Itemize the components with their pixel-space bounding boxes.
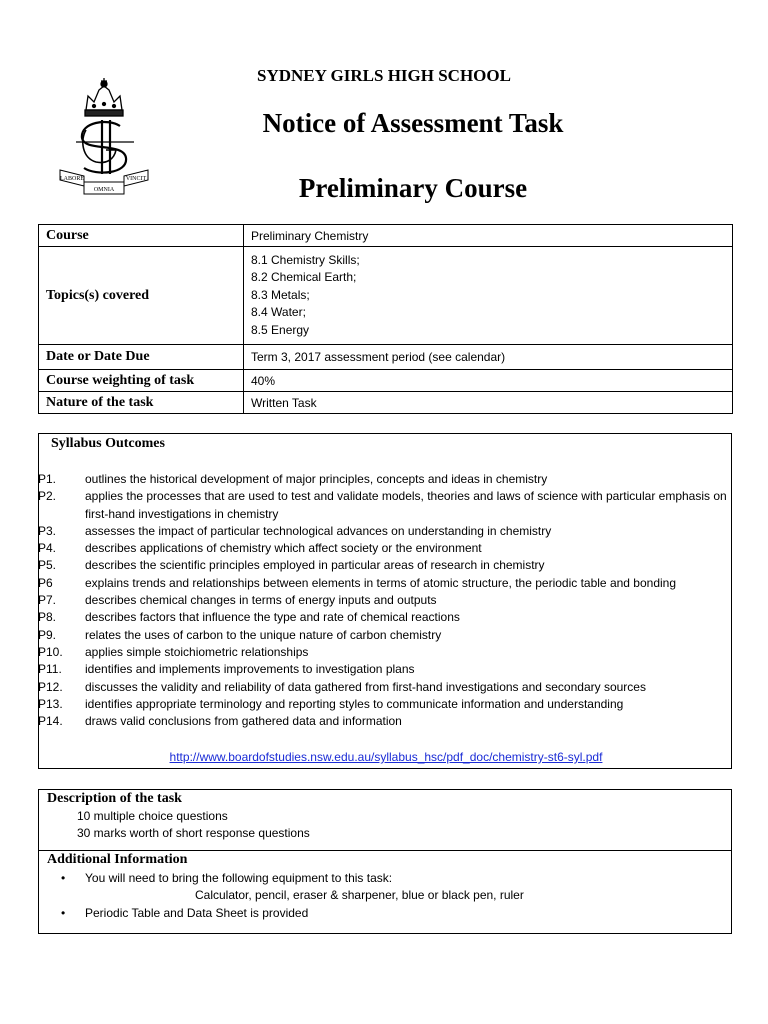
course-value: Preliminary Chemistry [244,225,733,247]
page-title: Notice of Assessment Task [262,108,564,138]
outcome-code: P10. [38,644,63,659]
outcome-text: identifies appropriate terminology and reporting styles to communicate information and understanding [85,696,624,711]
outcome-code: P11. [38,662,62,677]
section-divider [39,850,731,851]
outcome-code: P6 [38,575,53,590]
list-item [39,627,733,644]
outcome-code: P14. [38,714,63,729]
date-due-label: Date or Date Due [39,345,244,370]
topic-item: 8.2 Chemical Earth; [251,270,357,285]
description-line: 10 multiple choice questions [77,809,228,823]
list-item [39,540,733,557]
description-line: 30 marks worth of short response questions [77,826,310,840]
outcome-code: P13. [38,696,63,711]
outcome-text: draws valid conclusions from gathered data and information [85,714,402,729]
outcomes-list [39,471,733,730]
outcome-code: P1. [38,472,57,486]
task-description-box [38,789,732,934]
bullet-icon: • [61,906,66,920]
list-item [39,661,733,678]
list-item [39,609,733,626]
course-label: Course [39,225,244,247]
list-item [39,592,733,609]
outcome-text: identifies and implements improvements to investigation plans [85,662,415,677]
table-row [39,392,733,414]
outcome-text: describes chemical changes in terms of energy inputs and outputs [85,593,437,608]
description-title: Description of the task [47,791,182,806]
outcome-code: P8. [38,610,57,625]
weighting-label: Course weighting of task [39,370,244,392]
list-item [39,523,733,540]
bullet-icon: • [61,871,66,885]
outcome-text: discusses the validity and reliability of data gathered from first-hand investigations and secondary sources [85,679,646,694]
crest-motto-bottom: OMNIA [93,187,115,193]
outcome-text: outlines the historical development of major principles, concepts and ideas in chemistry [85,472,548,486]
topics-value [244,247,733,345]
list-item [39,696,733,713]
topic-item: 8.1 Chemistry Skills; [251,252,360,267]
outcome-code: P9. [38,627,57,642]
outcome-code: P3. [38,523,57,538]
table-row [39,345,733,370]
school-name: SYDNEY GIRLS HIGH SCHOOL [257,66,511,85]
outcome-code: P7. [38,593,57,608]
topics-label: Topics(s) covered [39,247,244,345]
outcome-text: relates the uses of carbon to the unique nature of carbon chemistry [85,627,442,642]
outcome-text: describes applications of chemistry which affect society or the environment [85,541,482,556]
outcome-code: P5. [38,558,57,573]
weighting-value: 40% [244,370,733,392]
outcome-text: assesses the impact of particular technological advances on understanding in chemistry [85,523,552,538]
outcome-text: describes the scientific principles employed in particular areas of research in chemistry [85,558,545,573]
nature-value: Written Task [244,392,733,414]
list-item [39,471,733,488]
topic-item: 8.3 Metals; [251,287,310,302]
topic-item: 8.5 Energy [251,322,310,337]
outcome-code: P4. [38,541,57,556]
table-row [39,225,733,247]
list-item [39,488,733,523]
outcome-code: P12. [38,679,63,694]
list-item [39,679,733,696]
outcome-code: P2. [38,489,57,504]
syllabus-link[interactable]: http://www.boardofstudies.nsw.edu.au/syllabus_hsc/pdf_doc/chemistry-st6-syl.pdf [169,750,603,764]
list-item [39,575,733,592]
syllabus-outcomes-box [38,433,732,769]
outcome-text: applies simple stoichiometric relationships [85,644,309,659]
additional-info-title: Additional Information [47,852,188,867]
equipment-list: Calculator, pencil, eraser & sharpener, blue or black pen, ruler [195,888,524,902]
date-due-value: Term 3, 2017 assessment period (see calendar) [244,345,733,370]
table-row [39,247,733,345]
nature-label: Nature of the task [39,392,244,414]
crest-motto-right: VINCIT [125,176,147,182]
outcome-text: explains trends and relationships between elements in terms of atomic structure, the periodic table and bonding [85,575,677,590]
list-item [39,713,733,730]
outcome-text: applies the processes that are used to test and validate models, theories and laws of science with particular emphasis on first-hand investigations in chemistry [85,489,727,521]
list-item [39,644,733,661]
outcomes-title: Syllabus Outcomes [51,436,165,451]
additional-info-item: Periodic Table and Data Sheet is provided [85,906,309,920]
table-row [39,370,733,392]
course-details-table [38,224,733,414]
additional-info-item: You will need to bring the following equipment to this task: [85,871,393,885]
list-item [39,557,733,574]
topic-item: 8.4 Water; [251,305,306,320]
outcome-text: describes factors that influence the type and rate of chemical reactions [85,610,460,625]
crest-motto-left: LABORE [60,176,84,182]
course-level-title: Preliminary Course [298,173,528,203]
